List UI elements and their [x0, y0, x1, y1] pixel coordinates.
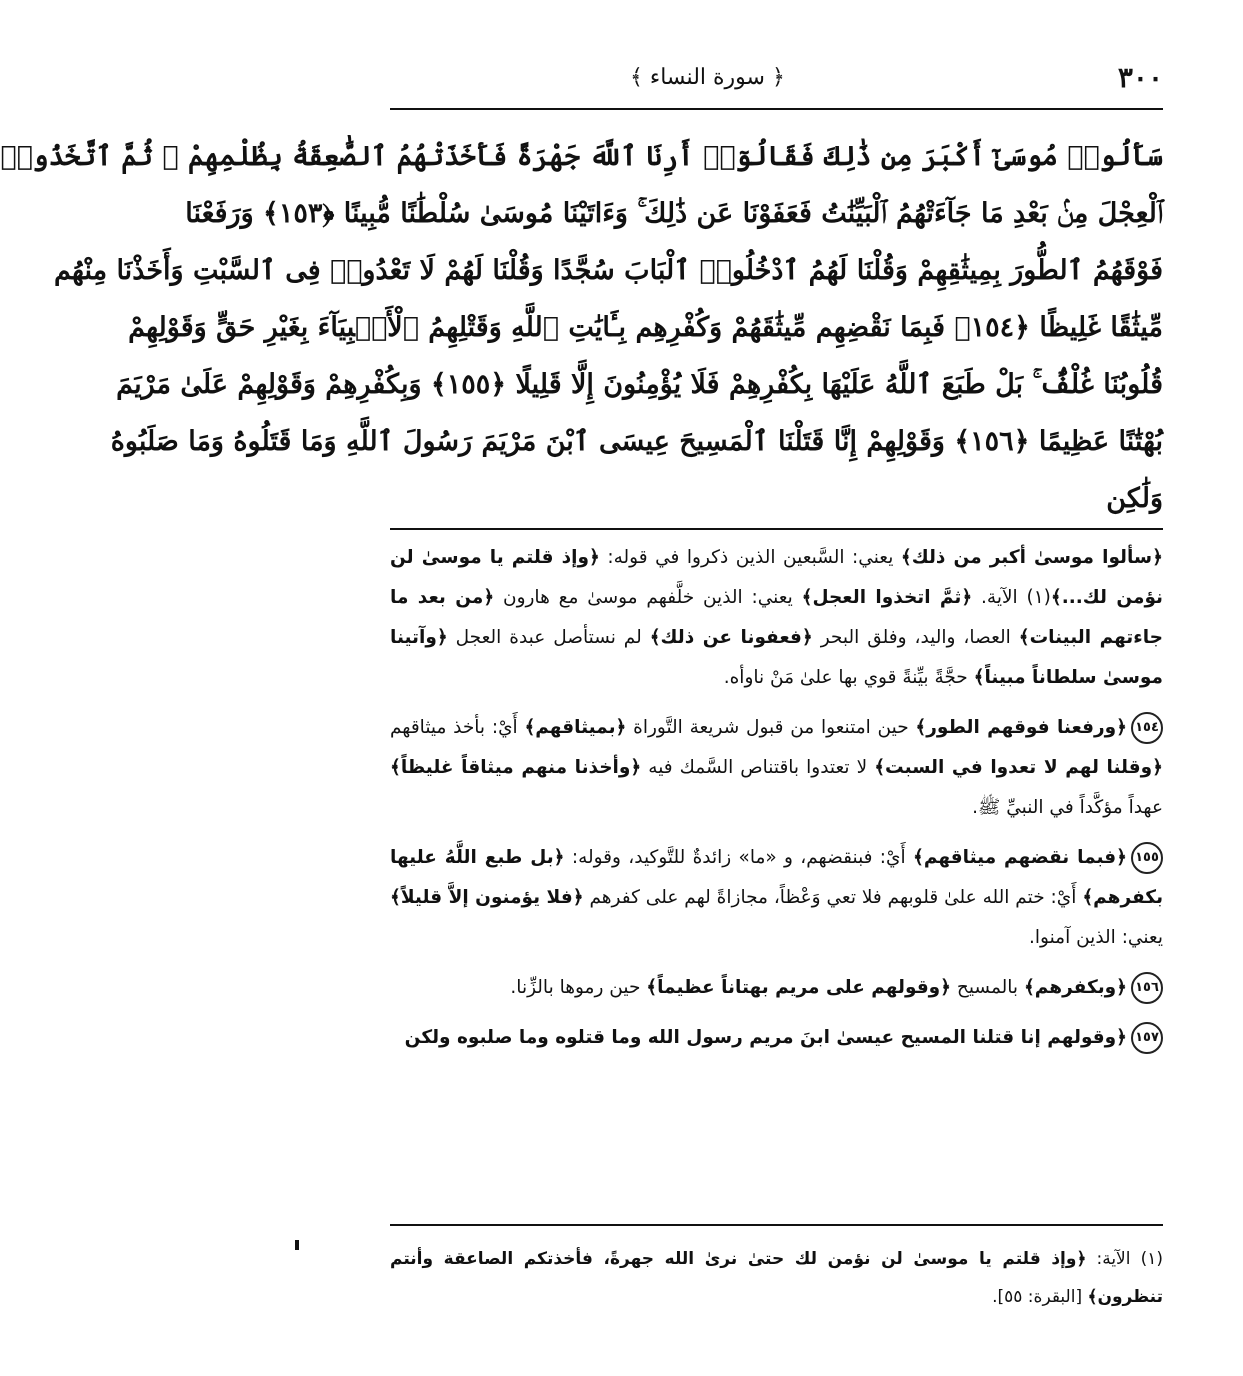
quoted-verse: ﴿فعفونا عن ذلك﴾: [649, 627, 813, 648]
quran-line: ٱلْعِجْلَ مِنۢ بَعْدِ مَا جَآءَتْهُمُ ٱلْبَيِّنَٰتُ فَعَفَوْنَا عَن ذَٰلِكَ ۚ وَءَاتَيْنَا مُوسَىٰ سُلْطَٰنًا مُّبِينًا ﴿١٥٣﴾ وَرَفَعْنَا: [185, 198, 1163, 229]
footnote-reference: (١) الآية.: [972, 587, 1051, 608]
tafsir-paragraph-157: [390, 1018, 1163, 1058]
quoted-verse: ﴿وإذ قلتم يا موسىٰ لن نؤمن لك...﴾: [390, 547, 1163, 608]
quoted-verse: ﴿بميثاقهم﴾: [524, 717, 627, 738]
quoted-verse: ﴿من بعد ما جاءتهم البينات﴾: [390, 587, 1163, 648]
commentary-text: يعني: السَّبعين الذين ذكروا في قوله:: [599, 547, 901, 568]
margin-mark: [295, 1240, 299, 1250]
tafsir-paragraph-156: [390, 968, 1163, 1008]
commentary-text: بالمسيح: [951, 977, 1024, 998]
commentary-text: لا تعتدوا باقتناص السَّمك فيه: [641, 757, 875, 778]
quoted-verse: ﴿فبما نقضهم ميثاقهم﴾: [912, 847, 1127, 868]
commentary-text: أَيْ: ختم الله علىٰ قلوبهم فلا تعي وَعْظاً، مجازاةً لهم على كفرهم: [583, 887, 1083, 908]
commentary-text: يعني: الذين آمنوا.: [1029, 927, 1163, 948]
quoted-verse: ﴿ورفعنا فوقهم الطور﴾: [915, 717, 1128, 738]
footnote-text: الآية:: [1086, 1249, 1141, 1269]
verse-number-medallion: ١٥٧: [1131, 1022, 1163, 1054]
footnote-citation: [البقرة: ٥٥].: [992, 1287, 1088, 1307]
commentary-text: حين امتنعوا من قبول شريعة التَّوراة: [626, 717, 916, 738]
surah-title: ﴿ سورة النساء ﴾: [630, 64, 785, 90]
quoted-verse: ﴿وقولهم على مريم بهتاناً عظيماً﴾: [646, 977, 952, 998]
commentary-text: يعني: الذين خلَّفهم موسىٰ مع هارون: [494, 587, 802, 608]
commentary-text: عهداً مؤكَّداً في النبيِّ ﷺ.: [972, 797, 1163, 818]
commentary-text: العصا، واليد، وفلق البحر: [812, 627, 1019, 648]
tafsir-paragraph-155: [390, 838, 1163, 958]
quoted-verse: ﴿وأخذنا منهم ميثاقاً غليظاً﴾: [390, 757, 642, 778]
quran-line: بُهْتَٰنًا عَظِيمًا ﴿١٥٦﴾ وَقَوْلِهِمْ إِنَّا قَتَلْنَا ٱلْمَسِيحَ عِيسَى ٱبْنَ مَرْيَمَ رَسُولَ ٱللَّهِ وَمَا قَتَلُوهُ وَمَا صَلَبُوهُ: [110, 426, 1163, 457]
quoted-verse: ﴿بل طبع اللَّهُ عليها بكفرهم﴾: [390, 847, 1164, 908]
page-header: [390, 52, 1163, 102]
quran-text-block: [0, 128, 1163, 523]
footnote-quoted-verse: ﴿وإذ قلتم يا موسىٰ لن نؤمن لك حتىٰ نرىٰ الله جهرةً، فأخذتكم الصاعقة وأنتم تنظرون﴾: [390, 1249, 1163, 1307]
quran-tafsir-divider: [390, 528, 1163, 530]
quran-line: سَأَلُوا۟ مُوسَىٰٓ أَكْبَرَ مِن ذَٰلِكَ فَقَالُوٓا۟ أَرِنَا ٱللَّهَ جَهْرَةً فَأَخَذَتْهُمُ ٱلصَّٰعِقَةُ بِظُلْمِهِمْ ۚ ثُمَّ ٱتَّخَذُوا۟: [0, 141, 1163, 172]
quoted-verse: ﴿سألوا موسىٰ أكبر من ذلك﴾: [900, 547, 1163, 568]
tafsir-block: [390, 538, 1163, 1218]
commentary-text: لم نستأصل عبدة العجل: [447, 627, 650, 648]
commentary-text: حجَّةً بيِّنةً قوي بها علىٰ مَنْ ناوأه.: [723, 667, 974, 688]
quoted-verse: ﴿وقلنا لهم لا تعدوا في السبت﴾: [874, 757, 1164, 778]
footnote-divider: [390, 1224, 1163, 1226]
page-number: ٣٠٠: [1117, 60, 1163, 94]
quran-line: مِّيثَٰقًا غَلِيظًا ﴿١٥٤﴾ فَبِمَا نَقْضِهِم مِّيثَٰقَهُمْ وَكُفْرِهِم بِـَٔايَٰتِ ٱللَّهِ وَقَتْلِهِمُ ٱلْأَنۢبِيَآءَ بِغَيْرِ حَقٍّ وَقَوْلِهِمْ: [128, 312, 1163, 343]
commentary-text: حين رموها بالزِّنا.: [510, 977, 647, 998]
quran-line: قُلُوبُنَا غُلْفٌۢ ۚ بَلْ طَبَعَ ٱللَّهُ عَلَيْهَا بِكُفْرِهِمْ فَلَا يُؤْمِنُونَ إِلَّا قَلِيلًا ﴿١٥٥﴾ وَبِكُفْرِهِمْ وَقَوْلِهِمْ عَلَىٰ مَرْيَمَ: [116, 369, 1163, 400]
quoted-verse: ﴿وقولهم إنا قتلنا المسيح عيسىٰ ابنَ مريم رسول الله وما قتلوه وما صلبوه ولكن: [404, 1027, 1127, 1048]
footnote-marker: (١): [1140, 1249, 1163, 1269]
header-divider: [390, 108, 1163, 110]
commentary-text: أَيْ: بأخذ ميثاقهم: [390, 717, 525, 738]
verse-number-medallion: ١٥٥: [1131, 842, 1163, 874]
verse-number-medallion: ١٥٤: [1131, 712, 1163, 744]
verse-number-medallion: ١٥٦: [1131, 972, 1163, 1004]
quran-line: فَوْقَهُمُ ٱلطُّورَ بِمِيثَٰقِهِمْ وَقُلْنَا لَهُمُ ٱدْخُلُوا۟ ٱلْبَابَ سُجَّدًا وَقُلْنَا لَهُمْ لَا تَعْدُوا۟ فِى ٱلسَّبْتِ وَأَخَذْنَا مِنْهُم: [54, 255, 1163, 286]
tafsir-paragraph-154: [390, 708, 1163, 828]
quoted-verse: ﴿فلا يؤمنون إلاَّ قليلاً﴾: [390, 887, 584, 908]
quran-line: وَلَٰكِن: [1106, 483, 1163, 514]
quoted-verse: ﴿وبكفرهم﴾: [1023, 977, 1127, 998]
commentary-text: أَيْ: فبنقضهم، و «ما» زائدةٌ للتَّوكيد، وقوله:: [564, 847, 913, 868]
quoted-verse: ﴿ثمَّ اتخذوا العجل﴾: [801, 587, 973, 608]
quoted-verse: ﴿وآتينا موسىٰ سلطاناً مبيناً﴾: [390, 627, 1163, 688]
tafsir-paragraph-153: [390, 538, 1163, 698]
footnote: [390, 1240, 1163, 1316]
